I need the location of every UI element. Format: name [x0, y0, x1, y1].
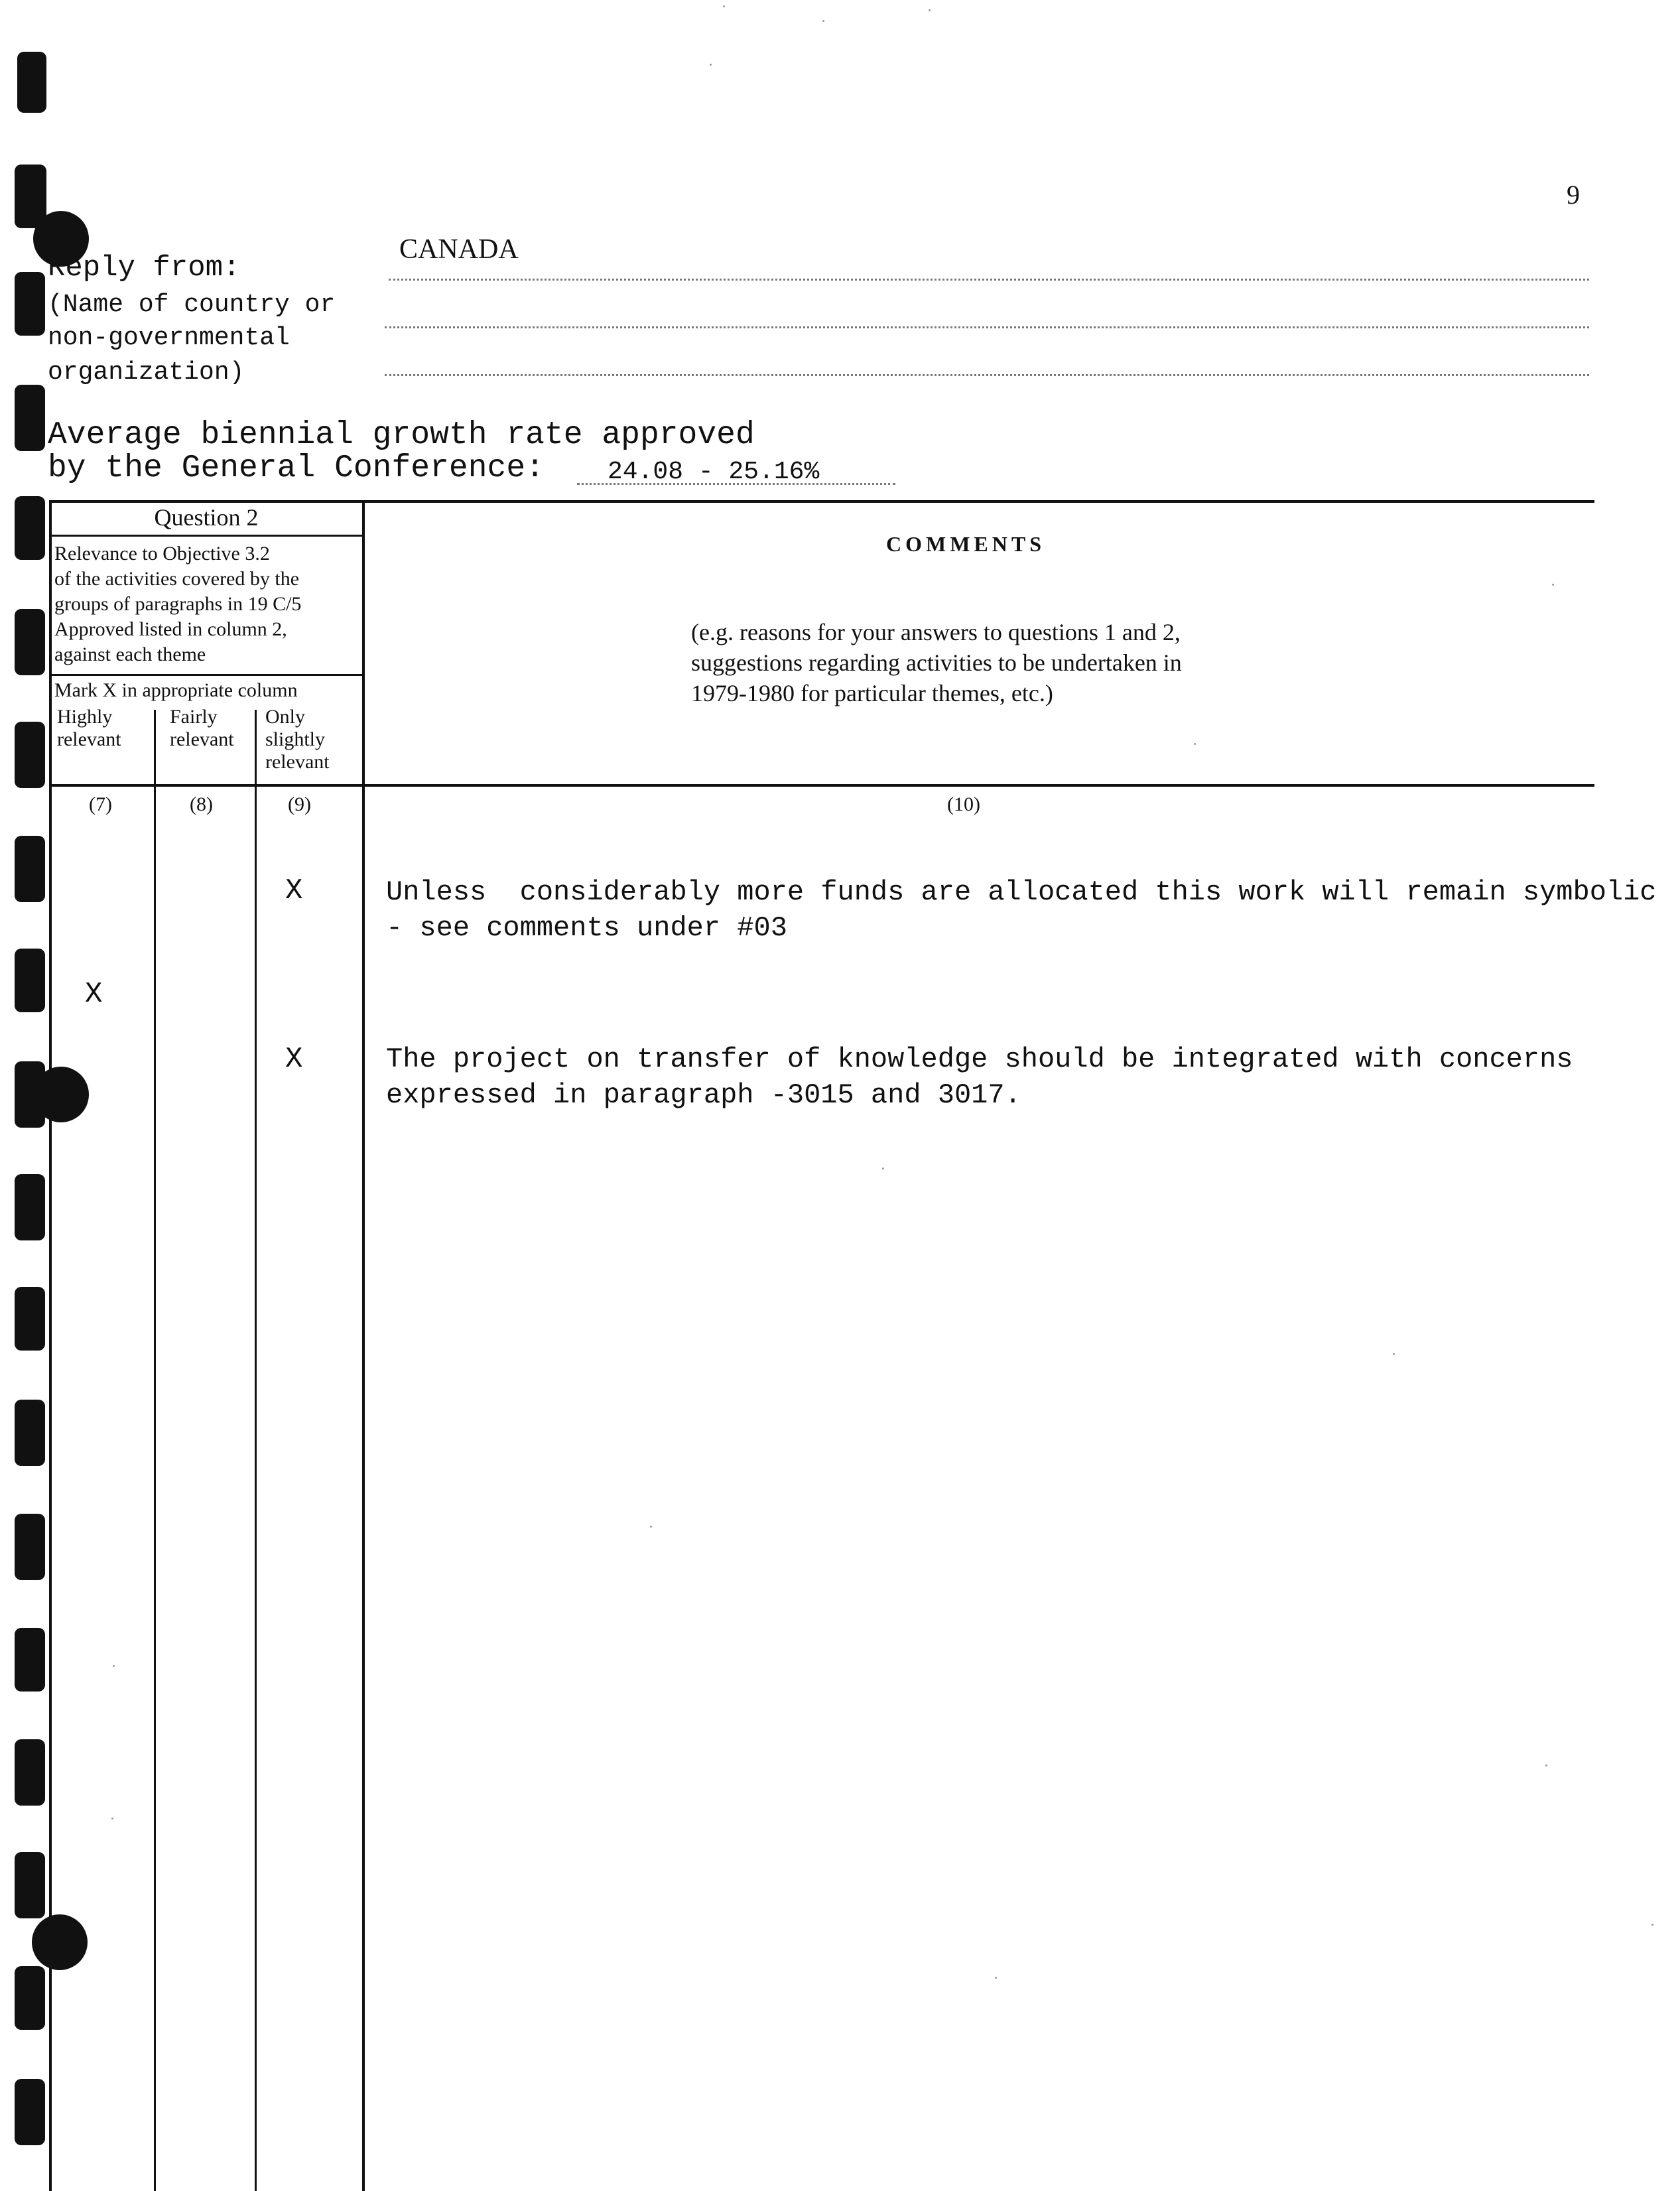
col7-header-line: Highly — [57, 706, 113, 728]
col8-header — [170, 706, 234, 751]
binder-mark — [15, 272, 45, 336]
binder-mark — [15, 609, 45, 675]
punch-hole — [33, 1067, 89, 1122]
binder-mark — [15, 1852, 45, 1918]
mark-instruction: Mark X in appropriate column — [54, 679, 298, 701]
comments-desc-line: (e.g. reasons for your answers to questions 1 and 2, — [691, 619, 1181, 645]
binder-mark — [15, 949, 45, 1012]
comment-line: The project on transfer of knowledge should be integrated with concerns — [386, 1043, 1573, 1075]
table-col9-right-border — [362, 500, 365, 2191]
question-desc-rule — [49, 674, 363, 676]
binder-mark — [15, 1628, 45, 1692]
table-col7-right-border — [154, 710, 156, 2191]
question-desc-line: against each theme — [54, 643, 206, 665]
comment-line: - see comments under #03 — [386, 912, 787, 944]
speck — [882, 1167, 884, 1169]
binder-mark — [15, 1174, 45, 1240]
question-desc-line: Approved listed in column 2, — [54, 618, 287, 640]
speck — [1545, 1764, 1547, 1766]
growth-line1: Average biennial growth rate approved — [48, 417, 755, 453]
binder-mark — [15, 1400, 45, 1466]
relevance-mark: X — [285, 874, 303, 907]
speck — [111, 1818, 113, 1820]
col7-header — [57, 706, 121, 751]
speck — [1552, 584, 1554, 586]
col10-number: (10) — [947, 793, 980, 815]
speck — [113, 1665, 115, 1667]
reply-dotted-line — [389, 279, 1589, 281]
question-desc-line: Relevance to Objective 3.2 — [54, 543, 270, 564]
reply-sub-line3: organization) — [48, 358, 245, 387]
table-col8-right-border — [255, 710, 257, 2191]
relevance-mark: X — [85, 978, 103, 1011]
comments-desc-line: 1979-1980 for particular themes, etc.) — [691, 680, 1053, 706]
punch-hole — [32, 1914, 88, 1970]
binder-mark — [15, 836, 45, 902]
speck — [929, 9, 931, 11]
col9-header-line: Only — [265, 706, 305, 728]
binder-mark — [15, 1739, 45, 1806]
speck — [710, 64, 712, 66]
comments-desc — [691, 617, 1182, 708]
reply-sub-line2: non-governmental — [48, 324, 290, 352]
speck — [995, 1977, 997, 1979]
table-header-rule — [49, 784, 1594, 787]
comments-title: COMMENTS — [886, 532, 1045, 556]
speck — [1393, 1353, 1395, 1355]
col9-header-line: relevant — [265, 751, 330, 773]
speck — [650, 1526, 652, 1528]
reply-dotted-line — [385, 374, 1589, 376]
binder-mark — [15, 496, 45, 560]
growth-rate-value: 24.08 - 25.16% — [608, 458, 820, 486]
col7-number: (7) — [89, 793, 112, 815]
binder-mark — [15, 385, 45, 451]
col9-header — [265, 706, 330, 773]
binder-mark — [15, 1514, 45, 1580]
reply-label: Reply from: — [48, 251, 241, 285]
col9-header-line: slightly — [265, 728, 326, 750]
col8-header-line: Fairly — [170, 706, 218, 728]
col8-header-line: relevant — [170, 728, 234, 750]
question-desc-line: of the activities covered by the — [54, 568, 300, 590]
binder-mark — [15, 2079, 45, 2145]
binder-mark — [15, 1287, 45, 1351]
question-title-rule — [49, 535, 363, 537]
speck — [1194, 743, 1196, 745]
speck — [1651, 1924, 1653, 1926]
comment-line: expressed in paragraph -3015 and 3017. — [386, 1079, 1021, 1111]
col9-number: (9) — [288, 793, 311, 815]
col8-number: (8) — [190, 793, 213, 815]
growth-line2: by the General Conference: — [48, 450, 545, 486]
binder-mark — [15, 1966, 45, 2030]
comment-line: Unless considerably more funds are allocated this work will remain symbolic — [386, 876, 1657, 908]
speck — [822, 20, 824, 22]
relevance-mark: X — [285, 1043, 303, 1076]
page-number: 9 — [1567, 180, 1580, 210]
question-desc-line: groups of paragraphs in 19 C/5 — [54, 593, 302, 615]
reply-sub-line1: (Name of country or — [48, 291, 336, 319]
speck — [723, 5, 725, 7]
col7-header-line: relevant — [57, 728, 121, 750]
comments-desc-line: suggestions regarding activities to be undertaken in — [691, 649, 1182, 676]
question-title: Question 2 — [154, 504, 259, 531]
binder-mark — [17, 52, 46, 113]
table-left-border — [49, 500, 52, 2191]
growth-dotted-line — [577, 483, 895, 485]
binder-mark — [15, 722, 45, 788]
reply-dotted-line — [385, 326, 1589, 328]
reply-country: CANADA — [399, 234, 519, 265]
